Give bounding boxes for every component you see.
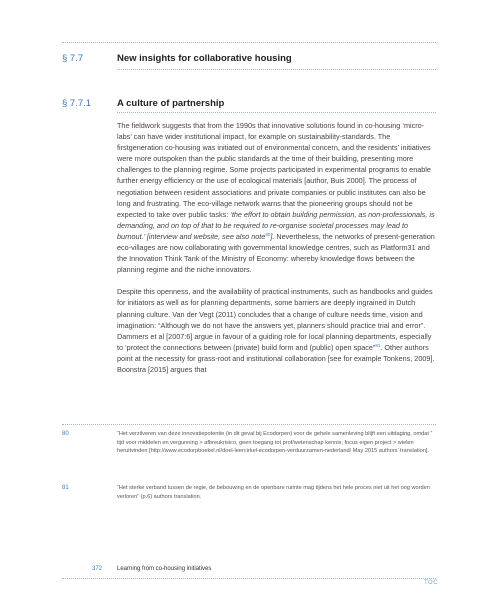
paragraph-1-continuation: Nevertheless, the networks of present-generation eco-villages are now collaborating with governmental knowledge centres, such as Platform31 and the Innovation Think Tank of the Ministry of Economy: whereby knowledge flows between the planning regime and the niche innovators. bbox=[117, 231, 435, 275]
paragraph-2 bbox=[117, 286, 435, 375]
subsection-number: § 7.7.1 bbox=[62, 98, 92, 109]
body-text bbox=[117, 120, 435, 375]
footnotes-rule bbox=[62, 424, 436, 425]
footnote-81-number: 81 bbox=[62, 485, 69, 491]
section-title: New insights for collaborative housing bbox=[117, 53, 292, 64]
quote-text: ‘the effort to obtain building permission, as non-professionals, is demanding, and on top of that to be required to re-organise societal processes may lead to burnout.’ [interview and website, see also note bbox=[117, 209, 435, 241]
footnote-81-text: “Het sterke verband tussen de regie, de bebouwing en de openbare ruimte mag tijdens het hele proces niet uit het oog worden verloren” (p.6) authors translation. bbox=[117, 485, 430, 500]
running-footer-title: Learning from co-housing initiatives bbox=[117, 566, 212, 572]
quote-end: ]. bbox=[270, 231, 275, 241]
section-rule-top bbox=[62, 42, 436, 43]
footnote-ref-80[interactable]: 80 bbox=[265, 231, 271, 237]
toc-link[interactable]: TOC bbox=[424, 580, 439, 586]
subsection-title: A culture of partnership bbox=[117, 98, 225, 109]
paragraph-2-continuation: . Other authors point at the necessity for grass-root and institutional collaboration [see for example Tonkens, 2009]. Boonstra [2015] argues that bbox=[117, 342, 435, 374]
footer-rule bbox=[62, 578, 436, 579]
footnote-80-text: “Het verzilveren van deze innovatiepotentie (in dit geval bij Ecodorpen) voor de gehele samenleving blijft een uitdaging, omdat “ tijd voor middelen en vergunning > afbreukrisico, geen toegang tot prof/wetenschap kennis; focus eigen project > wielen heruitvinden [http://www.ecodorpboekel.nl/doel-leercirkel-ecodorpen-verduurzamen-nederland/ May 2015 authors’ translation]. bbox=[117, 431, 433, 455]
footnote-80-number: 80 bbox=[62, 431, 69, 437]
paragraph-1 bbox=[117, 120, 435, 275]
paragraph-2-text: Despite this openness, and the availability of practical instruments, such as handbooks and guides for initiators as well as for planning departments, some barriers are deeply ingrained in Dutch planning culture. Van der Vegt (2011) concludes that a change of culture needs time, vision and imagination: “Although we do not have the answers yet, planners should practice trial and error”. Dammers et al [2007:6] argue in favour of a guiding role for local planning departments, especially to ‘protect the connections between (private) build form and (public) open space” bbox=[117, 287, 433, 352]
section-number: § 7.7 bbox=[62, 53, 84, 64]
subsection-rule bbox=[117, 112, 436, 113]
page-number: 372 bbox=[92, 566, 103, 572]
paragraph-1-text: The fieldwork suggests that from the 1990s that innovative solutions found in co-housing ‘micro-labs’ can have wider institutional impact, for example on sustainability-standards. The firstgeneration co-housing was initiated out of environmental concern, and the residents’ initiatives were more outspoken than the public standards at the time of their building, presenting more challenges to the planning regime. Some projects participated in experimental programs to enable further energy efficiency or the use of ecological materials [author, Buis 2000]. The process of negotiation between resident associations and private companies or public institutes can also be long and frustrating. The eco-village network warns that the pioneering groups should not be expected to take over public tasks: bbox=[117, 121, 431, 219]
footnote-ref-81[interactable]: 81 bbox=[375, 342, 381, 348]
section-rule-bottom bbox=[117, 69, 436, 70]
